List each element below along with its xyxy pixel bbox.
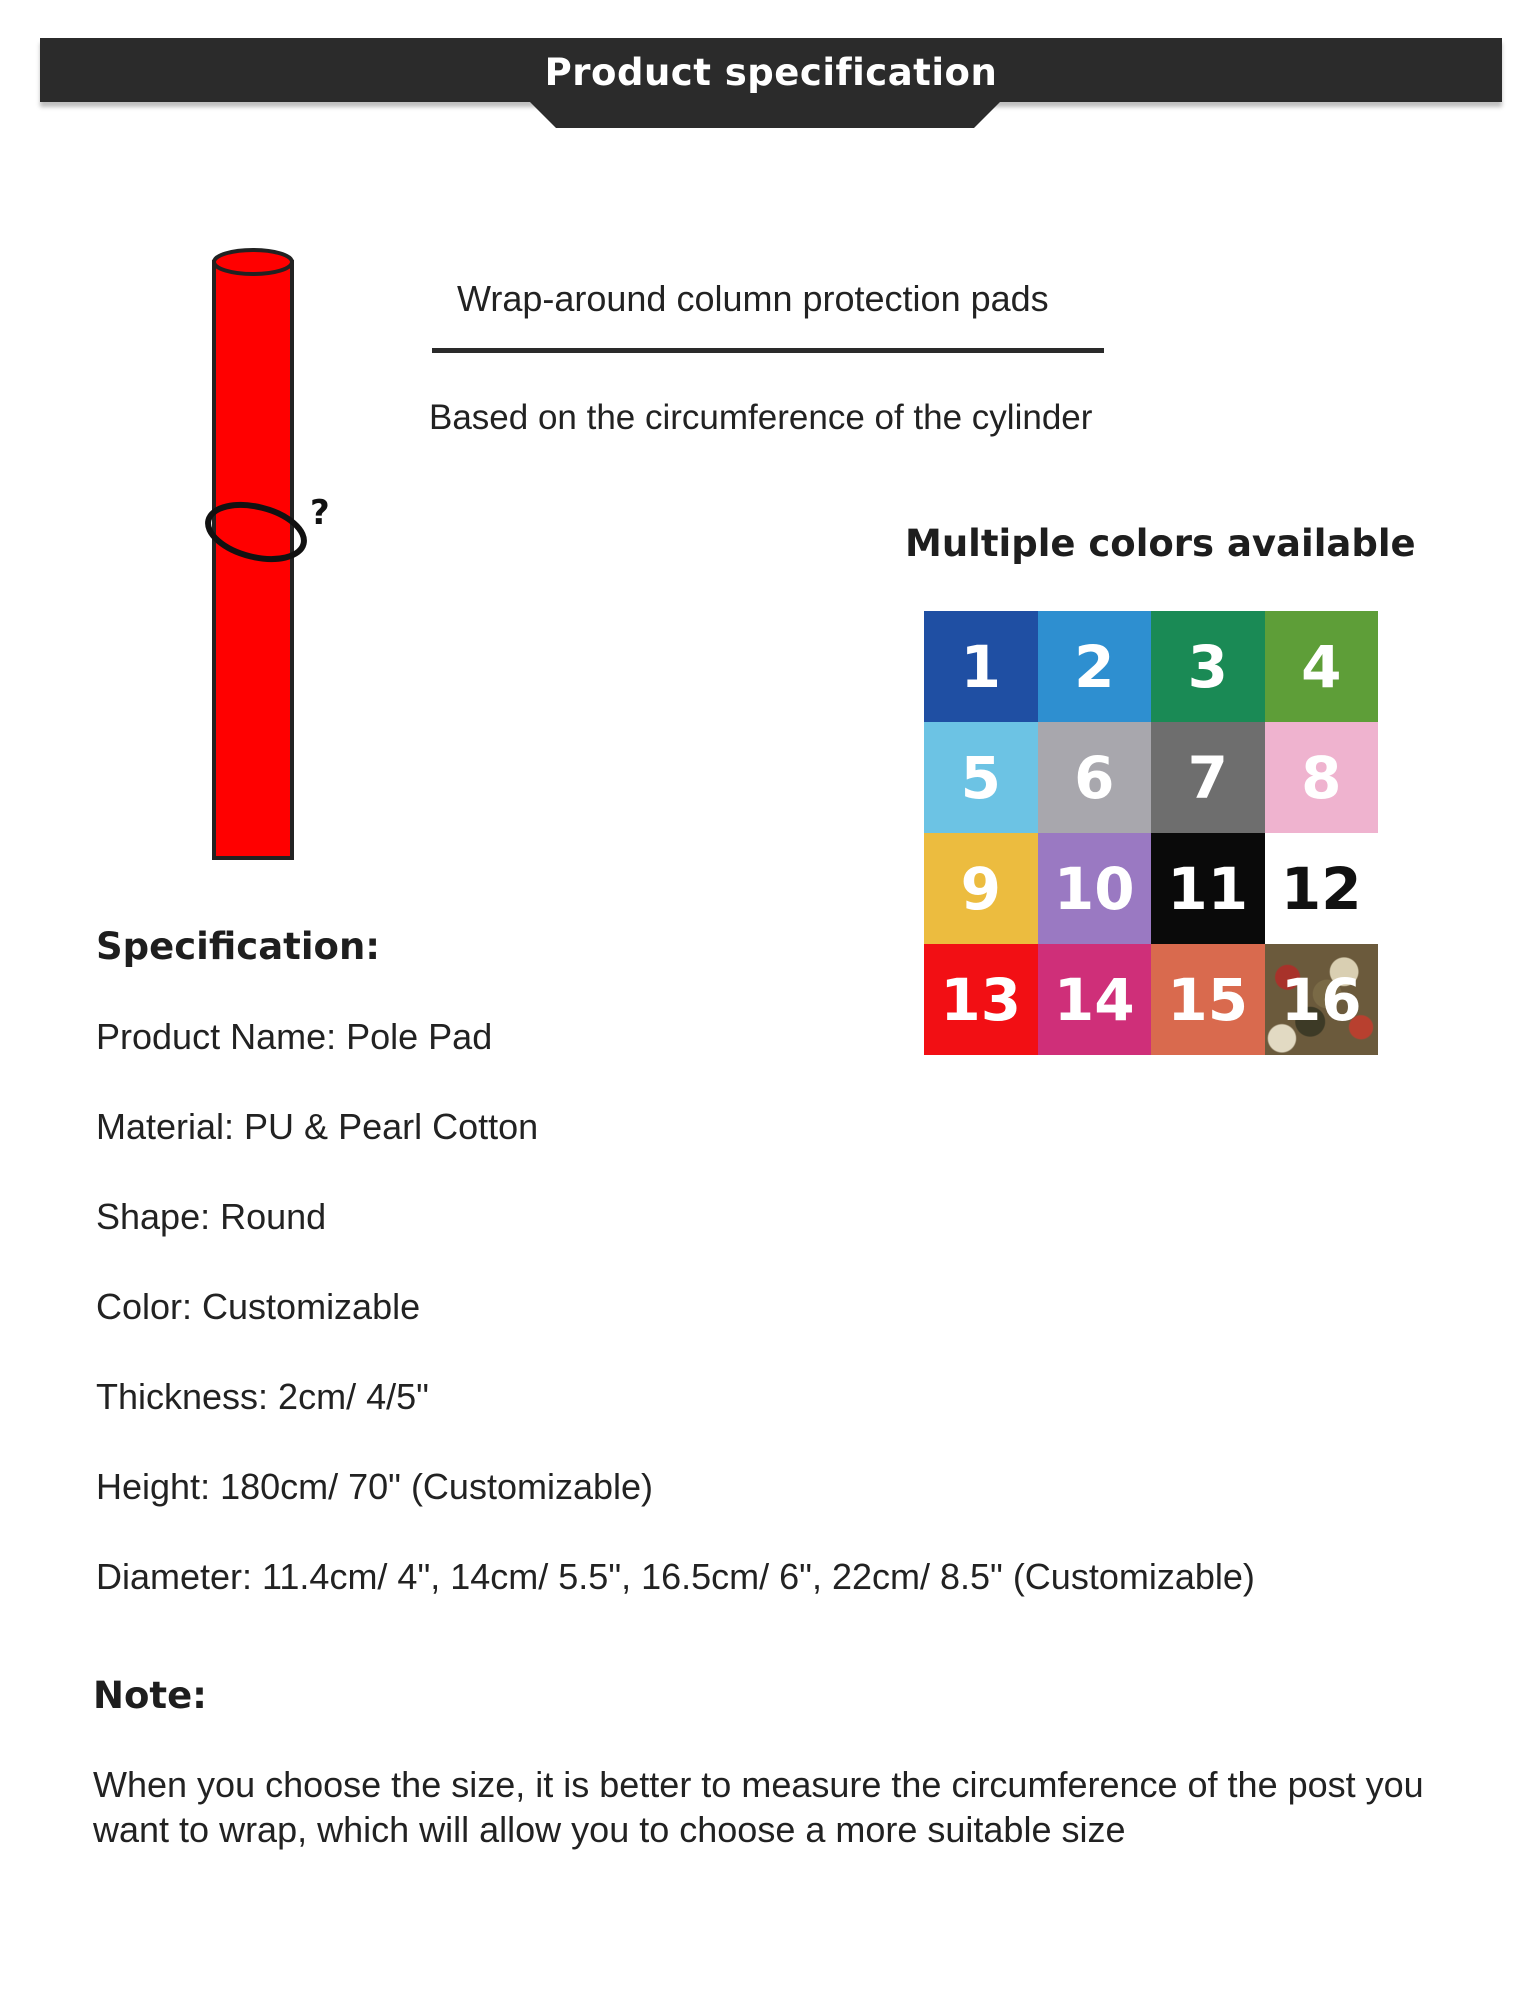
sizing-basis-text: Based on the circumference of the cylinder bbox=[429, 398, 1093, 437]
specification-list bbox=[96, 1014, 1255, 1644]
divider bbox=[432, 348, 1104, 353]
question-mark-icon: ? bbox=[310, 493, 330, 533]
color-swatch-grid bbox=[924, 611, 1378, 1055]
color-swatch-7: 7 bbox=[1151, 722, 1265, 833]
color-swatch-8: 8 bbox=[1265, 722, 1379, 833]
product-type-title: Wrap-around column protection pads bbox=[457, 278, 1049, 319]
color-swatch-12: 12 bbox=[1265, 833, 1379, 944]
spec-height: Height: 180cm/ 70" (Customizable) bbox=[96, 1466, 654, 1507]
spec-product-name: Product Name: Pole Pad bbox=[96, 1016, 493, 1057]
specification-heading: Specification: bbox=[96, 925, 381, 968]
page-title: Product specification bbox=[544, 51, 998, 94]
color-swatch-10: 10 bbox=[1038, 833, 1152, 944]
color-swatch-15: 15 bbox=[1151, 944, 1265, 1055]
color-swatch-13: 13 bbox=[924, 944, 1038, 1055]
spec-thickness: Thickness: 2cm/ 4/5" bbox=[96, 1376, 429, 1417]
spec-diameter: Diameter: 11.4cm/ 4", 14cm/ 5.5", 16.5cm/ 6", 22cm/ 8.5" (Customizable) bbox=[96, 1556, 1255, 1597]
colors-heading: Multiple colors available bbox=[905, 522, 1416, 565]
color-swatch-16: 16 bbox=[1265, 944, 1379, 1055]
color-swatch-2: 2 bbox=[1038, 611, 1152, 722]
spec-shape: Shape: Round bbox=[96, 1196, 327, 1237]
color-swatch-9: 9 bbox=[924, 833, 1038, 944]
color-swatch-11: 11 bbox=[1151, 833, 1265, 944]
color-swatch-6: 6 bbox=[1038, 722, 1152, 833]
color-swatch-4: 4 bbox=[1265, 611, 1379, 722]
note-heading: Note: bbox=[93, 1674, 207, 1717]
spec-color: Color: Customizable bbox=[96, 1286, 421, 1327]
color-swatch-5: 5 bbox=[924, 722, 1038, 833]
color-swatch-1: 1 bbox=[924, 611, 1038, 722]
color-swatch-14: 14 bbox=[1038, 944, 1152, 1055]
color-swatch-3: 3 bbox=[1151, 611, 1265, 722]
pole-diagram bbox=[200, 240, 340, 860]
spec-material: Material: PU & Pearl Cotton bbox=[96, 1106, 539, 1147]
header-tab-shape bbox=[528, 100, 1002, 128]
note-text: When you choose the size, it is better to measure the circumference of the post you want to wrap, which will allow you to choose a more suitable size bbox=[93, 1764, 1424, 1850]
pole-top bbox=[214, 250, 292, 274]
